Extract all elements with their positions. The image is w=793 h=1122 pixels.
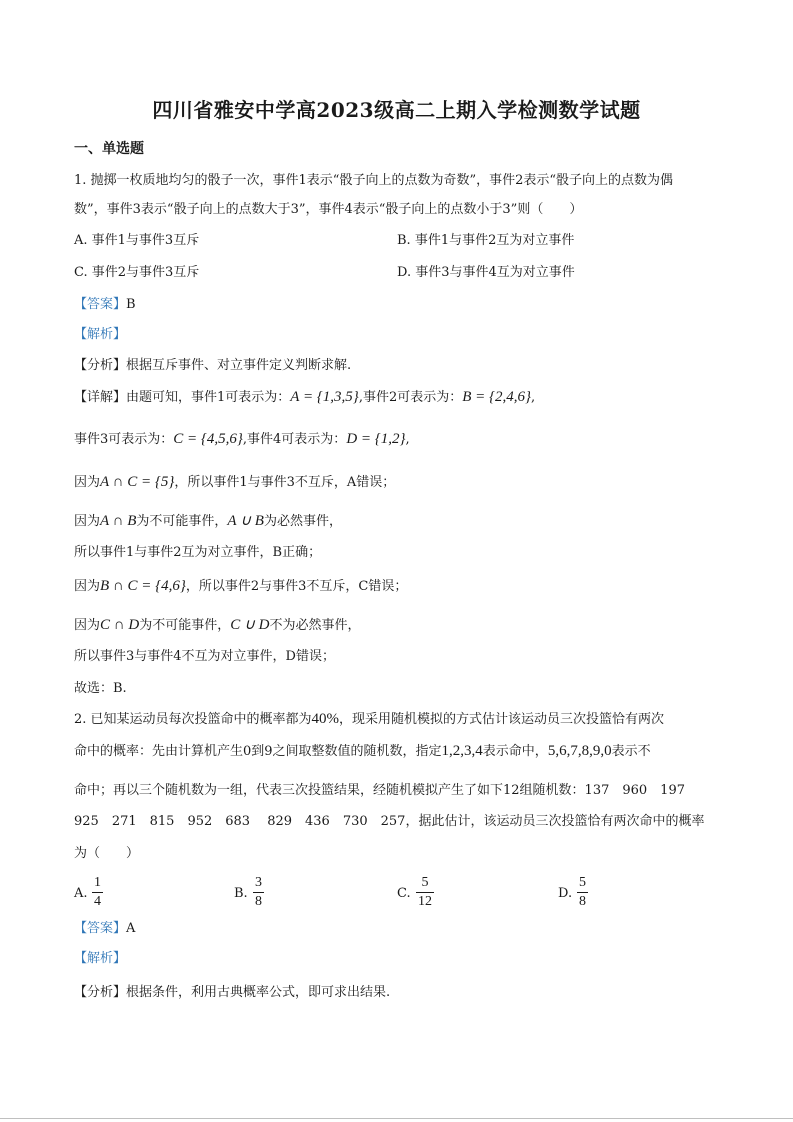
probability-value: 40% (311, 711, 340, 727)
set-c-formula: C = {4,5,6} (173, 431, 243, 447)
fraction-bar (92, 892, 103, 893)
detail-text: 为不可能事件， (139, 618, 231, 633)
formula: A ∪ B (227, 513, 264, 529)
q2-stem-line2 (74, 742, 651, 761)
q2-option-d-label: D. (558, 886, 573, 901)
q1-detail-line1 (74, 388, 535, 407)
q1-option-c: C. 事件2与事件3互斥 (74, 265, 200, 280)
q2-answer (74, 920, 135, 938)
miss-digits: 5,6,7,8,9,0 (547, 743, 612, 759)
detail-text: 因为 (74, 475, 101, 490)
q2-option-d-fraction (577, 875, 588, 910)
q2-stem-line3: 命中；再以三个随机数为一组，代表三次投篮结果，经随机模拟产生了如下12组随机数：137 960 197 (74, 783, 685, 798)
q1-detail-line9: 故选：B. (74, 681, 127, 696)
formula: C ∪ D (230, 617, 270, 633)
q1-answer (74, 296, 136, 314)
detail-text: 因为 (74, 618, 101, 633)
formula: A ∩ B (100, 513, 137, 529)
q1-option-d: D. 事件3与事件4互为对立事件 (397, 265, 575, 280)
q2-option-b-fraction (253, 875, 264, 910)
section-heading: 一、单选题 (74, 141, 144, 157)
q2-analysis-tag: 【解析】 (74, 951, 127, 966)
detail-text: , (531, 390, 536, 405)
set-b-formula: B = {2,4,6} (462, 389, 532, 405)
detail-text: 事件3可表示为： (74, 432, 174, 447)
q1-analysis-tag: 【解析】 (74, 327, 127, 342)
set-d-formula: D = {1,2} (346, 431, 406, 447)
fenxi-text: 根据互斥事件、对立事件定义判断求解. (126, 358, 352, 373)
q2-option-b-label: B. (234, 886, 248, 901)
fenxi-text: 根据条件，利用古典概率公式，即可求出结果. (126, 985, 391, 1000)
denominator: 4 (94, 894, 101, 909)
q2-text: 表示命中， (482, 744, 548, 759)
fenxi-tag: 【分析】 (74, 358, 127, 373)
q1-detail-line4 (74, 512, 342, 531)
q1-detail-line2 (74, 430, 410, 449)
q1-stem-line1: 1. 抛掷一枚质地均匀的骰子一次，事件1表示“骰子向上的点数为奇数”，事件2表示“骰子向上的点数为偶 (74, 173, 674, 188)
q2-stem-line1 (74, 710, 664, 729)
q2-stem-line4: 925 271 815 952 683 829 436 730 257，据此估计，该运动员三次投篮恰有两次命中的概率 (74, 814, 705, 829)
q2-text: 2. 已知某运动员每次投篮命中的概率都为 (74, 712, 312, 727)
fraction-bar (253, 892, 264, 893)
numerator: 5 (579, 875, 586, 890)
detail-text: ，所以事件1与事件3不互斥，A错误； (174, 475, 396, 490)
numerator: 5 (421, 875, 429, 890)
fenxi-tag: 【分析】 (74, 985, 127, 1000)
answer-tag: 【答案】 (74, 297, 127, 312)
intersection-formula: B ∩ C = {4,6} (100, 578, 186, 594)
q1-fenxi (74, 357, 351, 375)
detail-text: 为不可能事件， (136, 514, 228, 529)
q2-option-c-fraction (416, 875, 434, 910)
intersection-formula: A ∩ C = {5} (100, 474, 175, 490)
q2-text: 表示不 (611, 744, 651, 759)
numerator: 1 (94, 875, 101, 890)
q2-option-c-label: C. (397, 886, 411, 901)
q2-stem-line5: 为（ ） (74, 846, 140, 861)
detail-text: 因为 (74, 579, 101, 594)
detail-tag: 【详解】 (74, 390, 127, 405)
denominator: 8 (255, 894, 262, 909)
q2-text: 命中的概率：先由计算机产生0到9之间取整数值的随机数，指定 (74, 744, 442, 759)
answer-value: B (126, 297, 136, 312)
detail-text: ，所以事件2与事件3不互斥，C错误； (185, 579, 408, 594)
q2-fenxi (74, 984, 390, 1002)
numerator: 3 (255, 875, 262, 890)
q2-option-a-fraction (92, 875, 103, 910)
detail-text: 因为 (74, 514, 101, 529)
detail-text: 不为必然事件， (269, 618, 361, 633)
answer-tag: 【答案】 (74, 921, 127, 936)
q1-option-a: A. 事件1与事件3互斥 (74, 233, 200, 248)
q2-option-a-label: A. (74, 886, 88, 901)
detail-text: ,事件4可表示为： (242, 432, 347, 447)
q1-detail-line3 (74, 473, 395, 492)
q1-detail-line5: 所以事件1与事件2互为对立事件，B正确； (74, 545, 322, 560)
formula: C ∩ D (100, 617, 140, 633)
detail-text: ,事件2可表示为： (358, 390, 463, 405)
q1-detail-line6 (74, 577, 407, 596)
q1-detail-line7 (74, 616, 361, 635)
q1-stem-line2: 数”，事件3表示“骰子向上的点数大于3”，事件4表示“骰子向上的点数小于3”则（ ） (74, 202, 583, 217)
denominator: 12 (418, 894, 432, 909)
fraction-bar (416, 892, 434, 893)
fraction-bar (577, 892, 588, 893)
answer-value: A (126, 921, 136, 936)
detail-text: 由题可知，事件1可表示为： (126, 390, 291, 405)
q1-option-b: B. 事件1与事件2互为对立事件 (397, 233, 575, 248)
page-bottom-divider (0, 1118, 793, 1119)
hit-digits: 1,2,3,4 (441, 743, 483, 759)
q1-detail-line8: 所以事件3与事件4不互为对立事件，D错误； (74, 649, 335, 664)
detail-text: 为必然事件， (263, 514, 342, 529)
q2-text: ，现采用随机模拟的方式估计该运动员三次投篮恰有两次 (339, 712, 665, 727)
detail-text: , (405, 432, 410, 447)
page-title: 四川省雅安中学高2023级高二上期入学检测数学试题 (152, 98, 641, 122)
set-a-formula: A = {1,3,5} (290, 389, 359, 405)
denominator: 8 (579, 894, 586, 909)
